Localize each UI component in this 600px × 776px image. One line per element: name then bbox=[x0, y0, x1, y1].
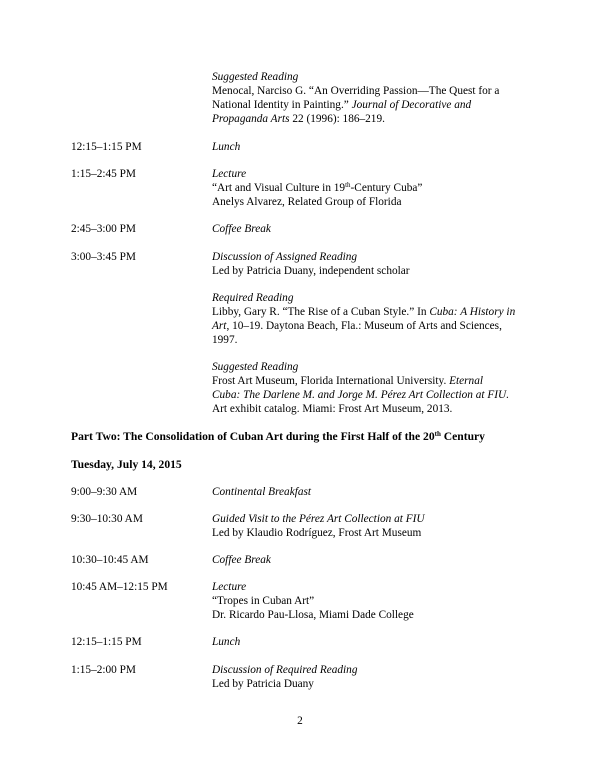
schedule-item-label: Guided Visit to the Pérez Art Collection at FIU bbox=[212, 513, 425, 525]
required-reading-block bbox=[212, 291, 542, 347]
visit-leader: Led by Klaudio Rodríguez, Frost Art Museum bbox=[212, 527, 422, 539]
discussion-block bbox=[212, 663, 542, 691]
section-heading: Part Two: The Consolidation of Cuban Art during the First Half of the 20th Century bbox=[71, 430, 485, 443]
day-heading: Tuesday, July 14, 2015 bbox=[71, 458, 182, 471]
schedule-time: 10:30–10:45 AM bbox=[71, 554, 149, 566]
citation-line: Menocal, Narciso G. “An Overriding Passion—The Quest for a bbox=[212, 85, 500, 97]
schedule-time: 9:00–9:30 AM bbox=[71, 486, 138, 498]
required-reading-label: Required Reading bbox=[212, 292, 294, 304]
lecture-title: “Tropes in Cuban Art” bbox=[212, 595, 315, 607]
suggested-reading-label: Suggested Reading bbox=[212, 361, 299, 373]
schedule-item-label: Continental Breakfast bbox=[212, 486, 312, 498]
schedule-time: 3:00–3:45 PM bbox=[71, 251, 136, 263]
schedule-time: 10:45 AM–12:15 PM bbox=[71, 581, 168, 593]
citation-line: Art, 10–19. Daytona Beach, Fla.: Museum of Arts and Sciences, bbox=[212, 320, 502, 332]
citation-line: Libby, Gary R. “The Rise of a Cuban Style.” In Cuba: A History in bbox=[212, 306, 516, 318]
discussion-block bbox=[212, 250, 542, 278]
page-number: 2 bbox=[297, 715, 303, 727]
suggested-reading-label: Suggested Reading bbox=[212, 71, 299, 83]
citation-line: 1997. bbox=[212, 334, 238, 346]
schedule-time: 12:15–1:15 PM bbox=[71, 141, 142, 153]
schedule-item-label: Discussion of Required Reading bbox=[212, 664, 358, 676]
schedule-time: 1:15–2:45 PM bbox=[71, 168, 136, 180]
visit-block bbox=[212, 512, 542, 540]
citation-line: Art exhibit catalog. Miami: Frost Art Museum, 2013. bbox=[212, 403, 453, 415]
discussion-leader: Led by Patricia Duany bbox=[212, 678, 314, 690]
schedule-time: 12:15–1:15 PM bbox=[71, 636, 142, 648]
schedule-time: 2:45–3:00 PM bbox=[71, 223, 136, 235]
schedule-item-label: Coffee Break bbox=[212, 554, 271, 566]
citation-line: Propaganda Arts 22 (1996): 186–219. bbox=[212, 113, 385, 125]
schedule-item-label: Coffee Break bbox=[212, 223, 271, 235]
suggested-reading-block bbox=[212, 70, 542, 126]
citation-line: National Identity in Painting.” Journal of Decorative and bbox=[212, 99, 472, 111]
schedule-item-label: Lecture bbox=[212, 581, 247, 593]
speaker: Dr. Ricardo Pau-Llosa, Miami Dade College bbox=[212, 609, 414, 621]
suggested-reading-block bbox=[212, 360, 542, 416]
schedule-item-label: Lunch bbox=[212, 141, 241, 153]
discussion-leader: Led by Patricia Duany, independent scholar bbox=[212, 265, 410, 277]
schedule-item-label: Lunch bbox=[212, 636, 241, 648]
speaker: Anelys Alvarez, Related Group of Florida bbox=[212, 196, 402, 208]
schedule-time: 1:15–2:00 PM bbox=[71, 664, 136, 676]
citation-line: Cuba: The Darlene M. and Jorge M. Pérez Art Collection at FIU. bbox=[212, 389, 510, 401]
schedule-item-label: Discussion of Assigned Reading bbox=[212, 251, 358, 263]
citation-line: Frost Art Museum, Florida International University. Eternal bbox=[212, 375, 483, 387]
schedule-item-label: Lecture bbox=[212, 168, 247, 180]
lecture-title: “Art and Visual Culture in 19th-Century Cuba” bbox=[212, 181, 423, 194]
schedule-time: 9:30–10:30 AM bbox=[71, 513, 143, 525]
lecture-block bbox=[212, 167, 542, 209]
lecture-block bbox=[212, 580, 542, 622]
